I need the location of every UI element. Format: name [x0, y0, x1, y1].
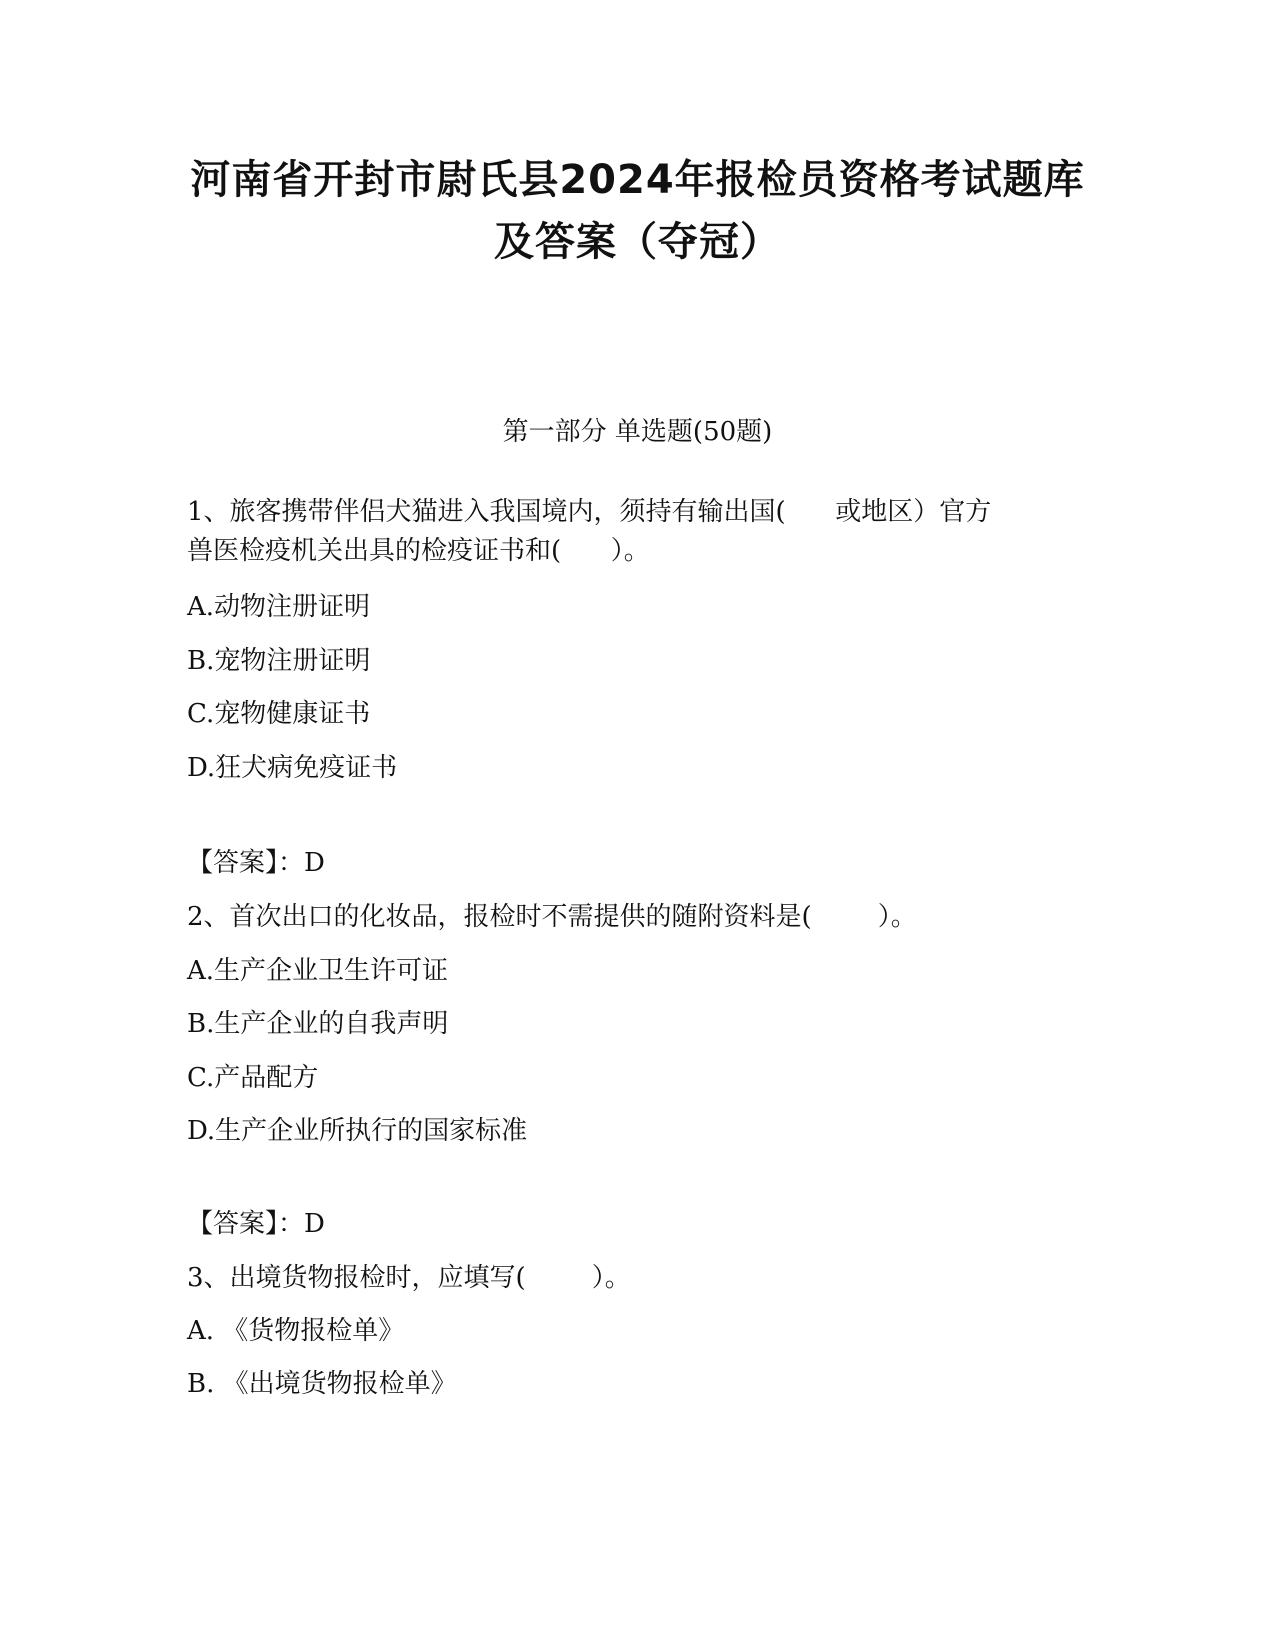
document-title-line-1: 河南省开封市尉氏县2024年报检员资格考试题库: [190, 157, 1085, 203]
question-1-option-d: D.狂犬病免疫证书: [187, 753, 398, 783]
question-1-answer: 【答案】：D: [187, 848, 325, 878]
section-heading: 第一部分 单选题(50题): [502, 417, 773, 447]
question-3-option-b: B. 《出境货物报检单》: [187, 1369, 457, 1399]
question-1-stem-line-2: 兽医检疫机关出具的检疫证书和( ）。: [187, 536, 650, 566]
question-2-option-b: B.生产企业的自我声明: [187, 1009, 449, 1039]
document-title-line-2: 及答案（夺冠）: [494, 219, 781, 265]
question-1-option-a: A.动物注册证明: [187, 592, 371, 622]
question-3-option-a: A. 《货物报检单》: [187, 1316, 405, 1346]
question-2-option-d: D.生产企业所执行的国家标准: [187, 1116, 528, 1146]
question-3-stem: 3、出境货物报检时，应填写( ）。: [187, 1263, 631, 1293]
question-2-option-a: A.生产企业卫生许可证: [187, 956, 449, 986]
question-2-option-c: C.产品配方: [187, 1063, 319, 1093]
question-2-answer: 【答案】：D: [187, 1209, 325, 1239]
question-1-stem-line-1: 1、旅客携带伴侣犬猫进入我国境内，须持有输出国( 或地区）官方: [187, 497, 992, 527]
question-1-option-c: C.宠物健康证书: [187, 699, 371, 729]
question-2-stem: 2、首次出口的化妆品，报检时不需提供的随附资料是( ）。: [187, 902, 917, 932]
question-1-option-b: B.宠物注册证明: [187, 646, 371, 676]
